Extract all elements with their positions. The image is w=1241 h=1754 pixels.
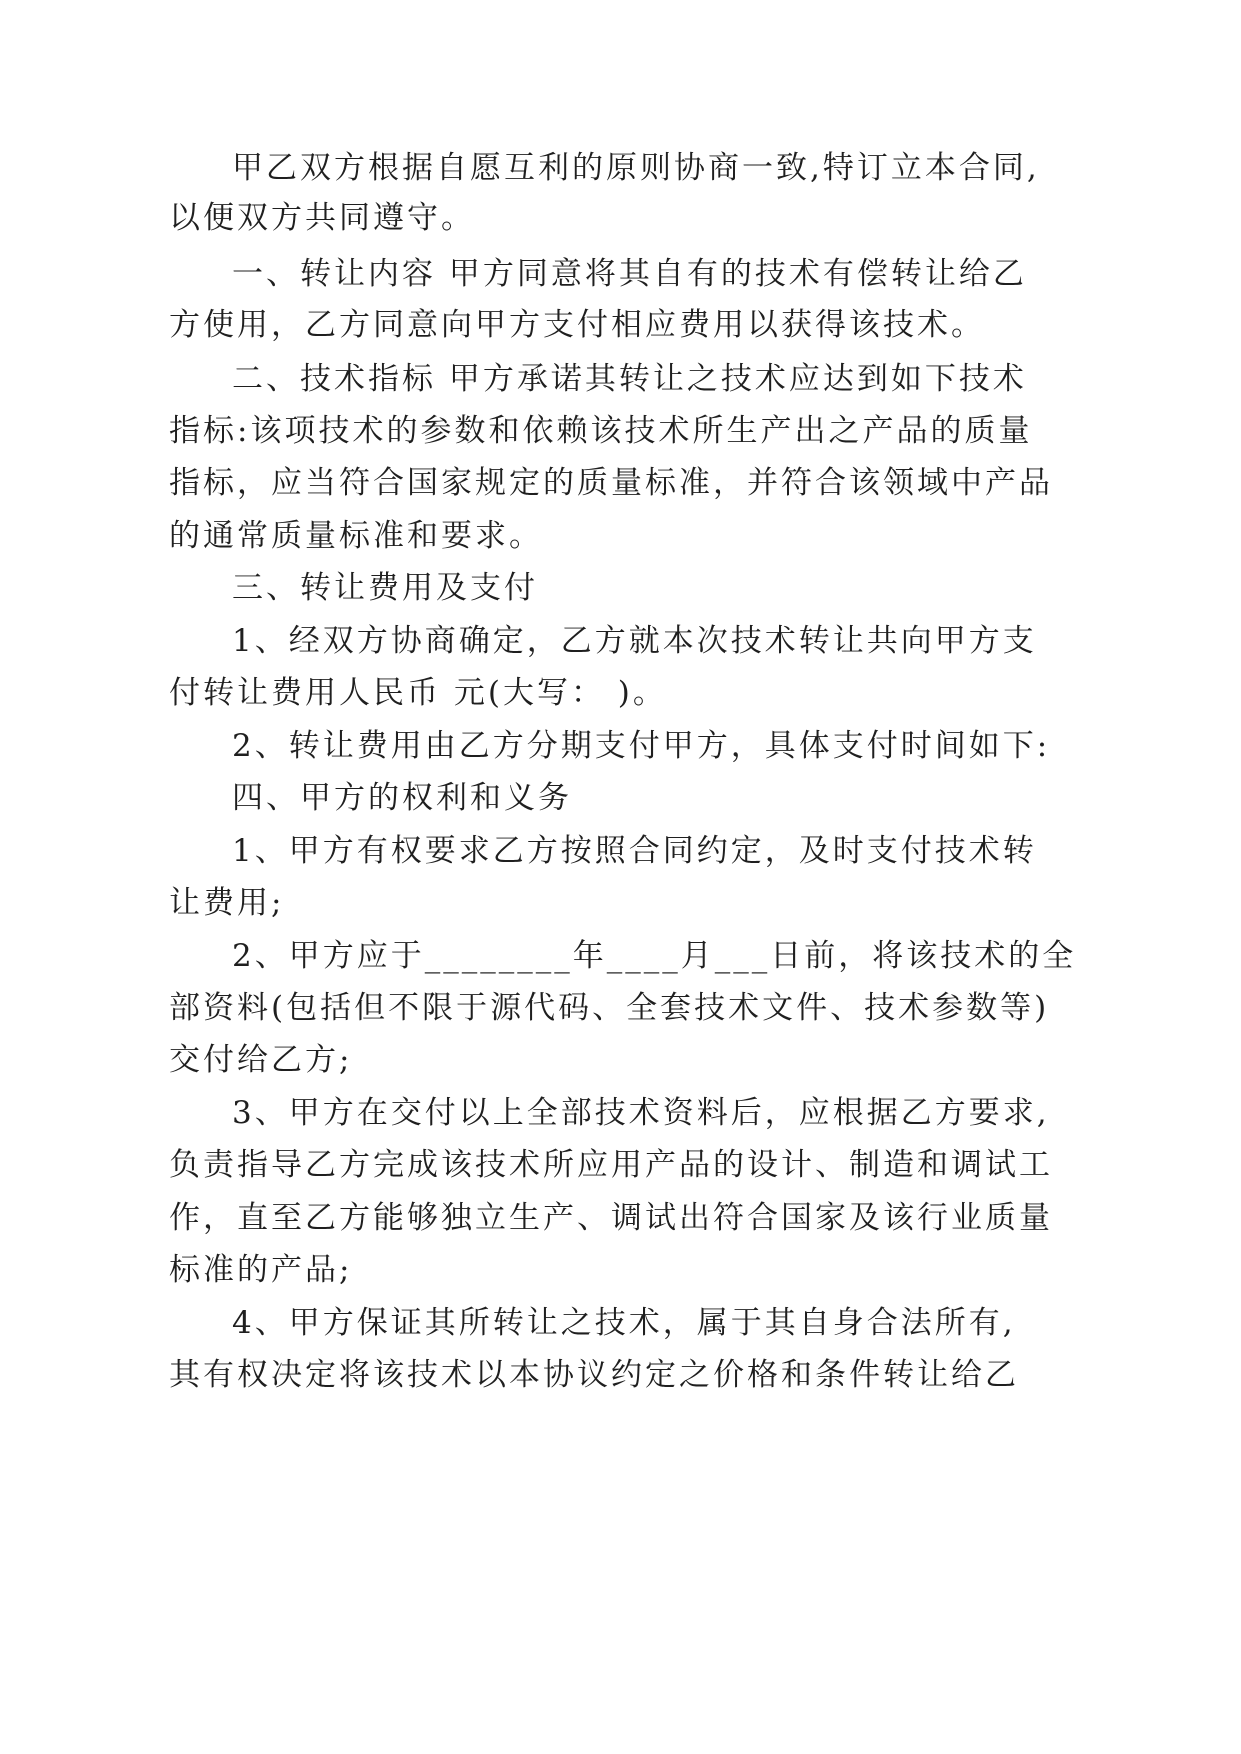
text-line-19: 3、甲方在交付以上全部技术资料后，应根据乙方要求, (232, 1095, 1050, 1131)
text-line-2: 以便双方共同遵守。 (169, 200, 475, 236)
text-line-24: 其有权决定将该技术以本协议约定之价格和条件转让给乙 (169, 1357, 1019, 1393)
text-line-17: 部资料(包括但不限于源代码、全套技术文件、技术参数等) (169, 990, 1050, 1026)
text-line-14: 1、甲方有权要求乙方按照合同约定，及时支付技术转 (232, 833, 1037, 869)
text-line-12: 2、转让费用由乙方分期支付甲方，具体支付时间如下: (232, 728, 1051, 764)
text-line-7: 指标，应当符合国家规定的质量标准，并符合该领域中产品 (169, 465, 1053, 501)
text-line-11: 付转让费用人民币 元(大写： )。 (169, 675, 667, 711)
text-line-9: 三、转让费用及支付 (232, 570, 538, 606)
text-line-10: 1、经双方协商确定，乙方就本次技术转让共向甲方支 (232, 623, 1037, 659)
text-line-1: 甲乙双方根据自愿互利的原则协商一致,特订立本合同, (232, 150, 1040, 186)
text-line-22: 标准的产品; (169, 1252, 353, 1288)
text-line-21: 作，直至乙方能够独立生产、调试出符合国家及该行业质量 (169, 1200, 1053, 1236)
text-line-5: 二、技术指标 甲方承诺其转让之技术应达到如下技术 (232, 361, 1027, 397)
text-line-3: 一、转让内容 甲方同意将其自有的技术有偿转让给乙 (232, 256, 1027, 292)
text-line-8: 的通常质量标准和要求。 (169, 518, 543, 554)
text-line-4: 方使用，乙方同意向甲方支付相应费用以获得该技术。 (169, 307, 985, 343)
text-line-20: 负责指导乙方完成该技术所应用产品的设计、制造和调试工 (169, 1147, 1053, 1183)
text-line-16: 2、甲方应于________年____月___日前，将该技术的全 (232, 938, 1077, 974)
text-line-6: 指标:该项技术的参数和依赖该技术所生产出之产品的质量 (169, 413, 1033, 449)
text-line-18: 交付给乙方; (169, 1042, 353, 1078)
text-line-15: 让费用; (169, 885, 285, 921)
text-line-23: 4、甲方保证其所转让之技术，属于其自身合法所有, (232, 1305, 1016, 1341)
text-line-13: 四、甲方的权利和义务 (232, 780, 572, 816)
